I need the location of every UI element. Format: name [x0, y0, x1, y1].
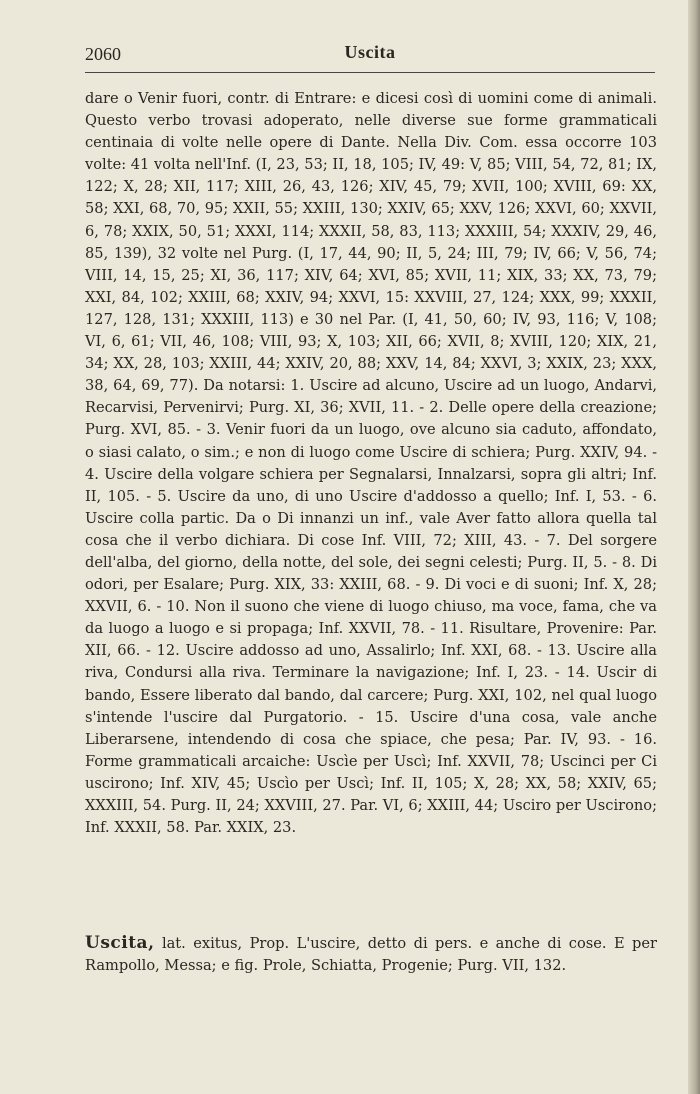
entry-uscita: [85, 932, 657, 977]
header-rule: [85, 72, 655, 73]
page-number: 2060: [85, 44, 121, 64]
entry-text: dare o Venir fuori, contr. di Entrare: e dicesi così di uomini come di animali. Questo verbo trovasi adoperato, nelle diverse sue forme grammaticali centinaia di volte nelle opere di Dante. Nella Div. Com. essa occorre 103 volte: 41 volta nell'Inf. (I, 23, 53; II, 18, 105; IV, 49: V, 85; VIII, 54, 72, 81; IX, 122; X, 28; XII, 117; XIII, 26, 43, 126; XIV, 45, 79; XVII, 100; XVIII, 69: XX, 58; XXI, 68, 70, 95; XXII, 55; XXIII, 130; XXIV, 65; XXV, 126; XXVI, 60; XXVII, 6, 78; XXIX, 50, 51; XXXI, 114; XXXII, 58, 83, 113; XXXIII, 54; XXXIV, 29, 46, 85, 139), 32 volte nel Purg. (I, 17, 44, 90; II, 5, 24; III, 79; IV, 66; V, 56, 74; VIII, 14, 15, 25; XI, 36, 117; XIV, 64; XVI, 85; XVII, 11; XIX, 33; XX, 73, 79; XXI, 84, 102; XXIII, 68; XXIV, 94; XXVI, 15: XXVIII, 27, 124; XXX, 99; XXXII, 127, 128, 131; XXXIII, 113) e 30 nel Par. (I, 41, 50, 60; IV, 93, 116; V, 108; VI, 6, 61; VII, 46, 108; VIII, 93; X, 103; XII, 66; XVII, 8; XVIII, 120; XIX, 21, 34; XX, 28, 103; XXIII, 44; XXIV, 20, 88; XXV, 14, 84; XXVI, 3; XXIX, 23; XXX, 38, 64, 69, 77). Da notarsi: 1. Uscire ad alcuno, Uscire ad un luogo, Andarvi, Recarvisi, Pervenirvi; Purg. XI, 36; XVII, 11. - 2. Delle opere della creazione; Purg. XVI, 85. - 3. Venir fuori da un luogo, ove alcuno sia caduto, affondato, o siasi calato, o sim.; e non di luogo come Uscire di schiera; Purg. XXIV, 94. - 4. Uscire della volgare schiera per Segnalarsi, Innalzarsi, sopra gli altri; Inf. II, 105. - 5. Uscire da uno, di uno Uscire d'addosso a quello; Inf. I, 53. - 6. Uscire colla partic. Da o Di innanzi un inf., vale Aver fatto allora quella tal cosa che il verbo dichiara. Di cose Inf. VIII, 72; XIII, 43. - 7. Del sorgere dell'alba, del giorno, della notte, del sole, dei segni celesti; Purg. II, 5. - 8. Di odori, per Esalare; Purg. XIX, 33: XXIII, 68. - 9. Di voci e di suoni; Inf. X, 28; XXVII, 6. - 10. Non il suono che viene di luogo chiuso, ma voce, fama, che va da luogo a luogo e si propaga; Inf. XXVII, 78. - 11. Risultare, Provenire: Par. XII, 66. - 12. Uscire addosso ad uno, Assalirlo; Inf. XXI, 68. - 13. Uscire alla riva, Condursi alla riva. Terminare la navigazione; Inf. I, 23. - 14. Uscir di bando, Essere liberato dal bando, dal carcere; Purg. XXI, 102, nel qual luogo s'intende l'uscire dal Purgatorio. - 15. Uscire d'una cosa, vale anche Liberarsene, intendendo di cosa che spiace, che pesa; Par. IV, 93. - 16. Forme grammaticali arcaiche: Uscìe per Uscì; Inf. XXVII, 78; Uscinci per Ci uscirono; Inf. XIV, 45; Uscìo per Uscì; Inf. II, 105; X, 28; XX, 58; XXIV, 65; XXXIII, 54. Purg. II, 24; XXVIII, 27. Par. VI, 6; XXIII, 44; Usciro per Uscirono; Inf. XXXII, 58. Par. XXIX, 23.: [85, 90, 657, 837]
page-edge: [688, 0, 700, 1094]
running-head: [85, 40, 655, 70]
entry-usciere-continuation: [85, 88, 657, 839]
headword: Uscita,: [85, 933, 155, 953]
running-title: Uscita: [344, 42, 396, 62]
entry-text: lat. exitus, Prop. L'uscire, detto di pers. e anche di cose. E per Rampollo, Messa; e fig. Prole, Schiatta, Progenie; Purg. VII, 132.: [85, 935, 657, 975]
